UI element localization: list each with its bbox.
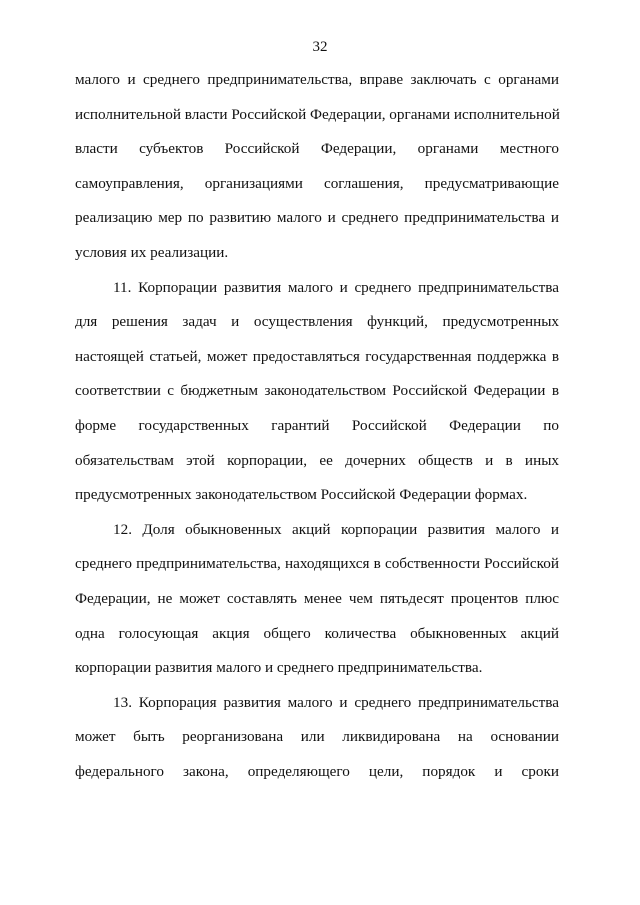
text-line: корпорации развития малого и среднего предпринимательства.: [75, 659, 483, 677]
paragraph-item-13: [75, 694, 559, 798]
text-line: Федерации, не может составлять менее чем пятьдесят процентов плюс: [75, 589, 559, 607]
text-line: обязательствам этой корпорации, ее дочерних обществ и в иных: [75, 451, 559, 469]
paragraph-continuation: [75, 71, 559, 279]
text-line: для решения задач и осуществления функций, предусмотренных: [75, 313, 559, 331]
paragraph-item-11: [75, 279, 559, 521]
text-line: 13. Корпорация развития малого и среднего предпринимательства: [113, 693, 559, 711]
text-line: одна голосующая акция общего количества обыкновенных акций: [75, 624, 559, 642]
text-line: может быть реорганизована или ликвидирована на основании: [75, 728, 559, 746]
text-line: среднего предпринимательства, находящихся в собственности Российской: [75, 555, 559, 573]
text-line: соответствии с бюджетным законодательством Российской Федерации в: [75, 382, 559, 400]
text-line: предусмотренных законодательством Российской Федерации формах.: [75, 486, 528, 504]
text-line: форме государственных гарантий Российской Федерации по: [75, 416, 559, 434]
page-number: 32: [312, 39, 328, 55]
text-line: власти субъектов Российской Федерации, органами местного: [75, 140, 559, 158]
document-body: [75, 71, 559, 797]
text-line: условия их реализации.: [75, 243, 229, 261]
text-line: малого и среднего предпринимательства, вправе заключать с органами: [75, 71, 559, 88]
text-line: настоящей статьей, может предоставляться государственная поддержка в: [75, 347, 559, 365]
text-line: исполнительной власти Российской Федерации, органами исполнительной: [75, 105, 560, 123]
text-line: федерального закона, определяющего цели, порядок и сроки: [75, 762, 559, 780]
text-line: самоуправления, организациями соглашения, предусматривающие: [75, 174, 559, 192]
text-line: 11. Корпорации развития малого и среднего предпринимательства: [113, 278, 559, 296]
paragraph-item-12: [75, 521, 559, 694]
text-line: 12. Доля обыкновенных акций корпорации развития малого и: [113, 520, 559, 538]
text-line: реализацию мер по развитию малого и среднего предпринимательства и: [75, 209, 559, 227]
